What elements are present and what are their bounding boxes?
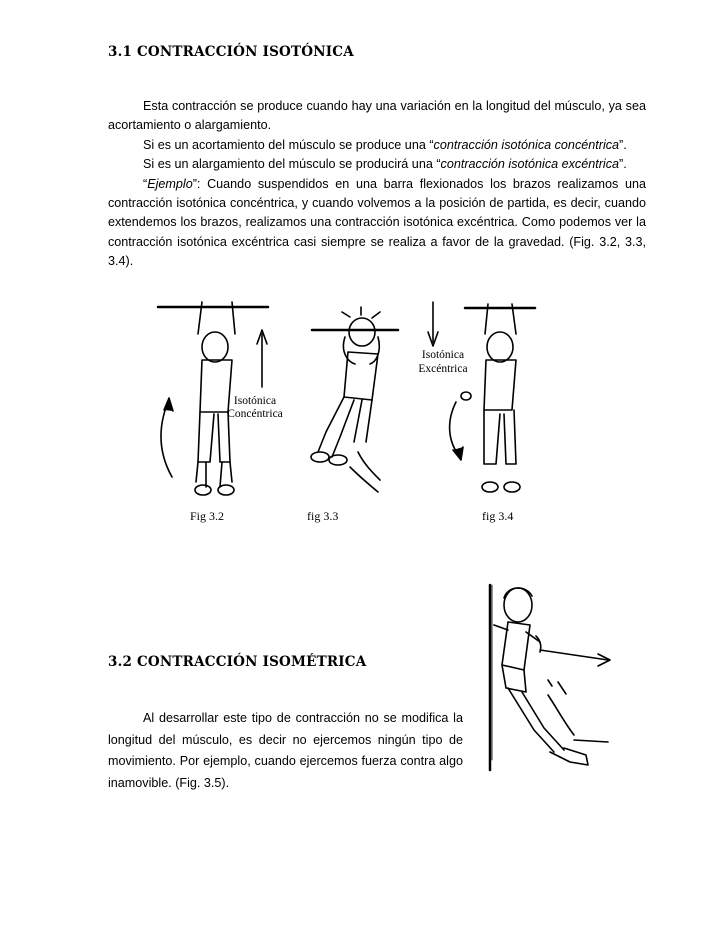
label-isotonica-concentrica-2: Concéntrica <box>227 408 283 420</box>
term-ejemplo: Ejemplo <box>147 176 193 191</box>
wall-pushing-person-icon <box>494 588 588 765</box>
section-heading-isotonica: 3.1 CONTRACCIÓN ISOTÓNICA <box>108 44 354 60</box>
figure-pullups-illustration <box>140 292 570 522</box>
section-heading-isometrica: 3.2 CONTRACCIÓN ISOMÉTRICA <box>108 654 367 670</box>
paragraph-isometrica: Al desarrollar este tipo de contracción no se modifica la longitud del músculo, es decir no ejercemos ningún tipo de movimiento. Por ejemplo, cuando ejercemos fuerza contra algo inamovible. (Fig. 3.5). <box>108 711 463 790</box>
term-excentrica: contracción isotónica excéntrica <box>440 157 620 172</box>
paragraph-definition: Esta contracción se produce cuando hay una variación en la longitud del músculo, ya sea acortamiento o alargamiento. <box>108 99 646 133</box>
section-body-isometrica <box>108 708 463 794</box>
figure-wall-push-illustration <box>478 570 628 785</box>
paragraph-ejemplo: “Ejemplo”: Cuando suspendidos en una barra flexionados los brazos realizamos una contracción isotónica concéntrica, y cuando volvemos a la posición de partida, es decir, cuando extendemos los brazos, realizamos una contracción isotónica excéntrica. Como podemos ver la contracción isotónica excéntrica casi siempre se realiza a favor de la gravedad. (Fig. 3.2, 3.3, 3.4). <box>108 176 646 269</box>
figure-pulled-up-person-icon <box>311 307 398 492</box>
label-isotonica-excentrica-2: Excéntrica <box>418 363 468 375</box>
caption-fig-3-3: fig 3.3 <box>307 509 339 523</box>
term-concentrica: contracción isotónica concéntrica <box>433 137 620 152</box>
label-isotonica-excentrica-1: Isotónica <box>421 349 465 361</box>
paragraph-excentrica: Si es un alargamiento del músculo se producirá una “contracción isotónica excéntrica”. <box>143 157 627 172</box>
label-isotonica-concentrica-1: Isotónica <box>233 395 277 407</box>
figure-lowering-person-icon <box>450 304 535 492</box>
caption-fig-3-4: fig 3.4 <box>482 509 514 523</box>
paragraph-concentrica: Si es un acortamiento del músculo se produce una “contracción isotónica concéntrica”. <box>143 137 627 152</box>
caption-fig-3-2: Fig 3.2 <box>190 509 225 523</box>
section-body-isotonica <box>108 97 646 272</box>
